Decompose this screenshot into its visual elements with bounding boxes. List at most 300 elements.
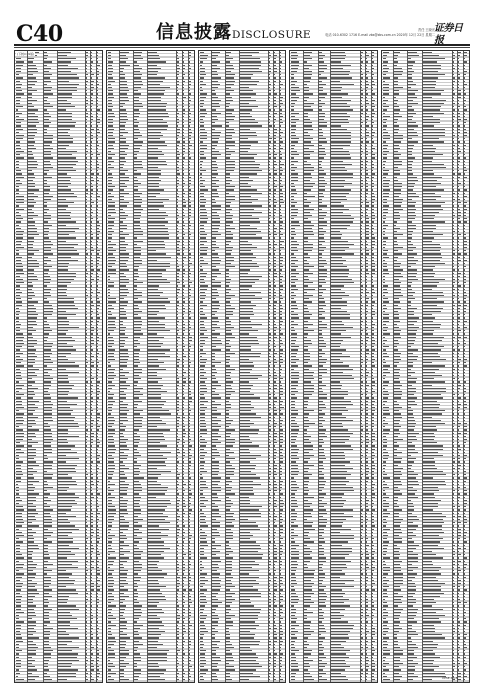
table-cell-text bbox=[97, 436, 98, 437]
table-cell-text bbox=[280, 84, 282, 85]
table-cell-text bbox=[134, 253, 141, 254]
table-cell-text bbox=[44, 145, 50, 146]
table-cell-text bbox=[120, 353, 128, 354]
table-cell-text bbox=[16, 577, 22, 578]
table-cell-text bbox=[91, 500, 93, 501]
table-cell-text bbox=[16, 308, 19, 309]
table-cell-text bbox=[148, 68, 161, 69]
table-cell-text bbox=[28, 676, 39, 677]
table-cell-text bbox=[58, 324, 69, 325]
table-cell-text bbox=[108, 525, 112, 526]
table-cell-text bbox=[44, 97, 49, 98]
table-cell-text bbox=[91, 145, 92, 146]
table-cell-text bbox=[28, 621, 36, 622]
table-cell-text bbox=[148, 189, 164, 190]
table-cell-text bbox=[97, 388, 100, 389]
table-cell-text bbox=[91, 119, 93, 120]
table-cell-text bbox=[148, 129, 167, 130]
table-cell-text bbox=[200, 58, 208, 59]
table-cell-text bbox=[177, 87, 178, 88]
table-cell-text bbox=[28, 628, 34, 629]
table-cell-text bbox=[226, 93, 231, 94]
table-cell-text bbox=[226, 141, 235, 142]
table-cell-text bbox=[91, 676, 93, 677]
table-cell-text bbox=[91, 228, 92, 229]
table-cell-text bbox=[177, 493, 179, 494]
table-cell-text bbox=[108, 372, 114, 373]
table-cell-text bbox=[134, 429, 139, 430]
table-cell-text bbox=[58, 532, 73, 533]
table-cell-text bbox=[120, 183, 125, 184]
table-cell-text bbox=[134, 388, 143, 389]
table-cell-text bbox=[16, 199, 24, 200]
table-cell-text bbox=[183, 109, 185, 110]
table-cell-text bbox=[28, 538, 33, 539]
table-cell-text bbox=[183, 493, 185, 494]
table-cell-text bbox=[189, 269, 190, 270]
table-cell-text bbox=[177, 407, 179, 408]
table-cell-text bbox=[134, 548, 139, 549]
table-cell-text bbox=[148, 676, 161, 677]
table-cell-text bbox=[177, 55, 178, 56]
table-cell-text bbox=[148, 634, 162, 635]
table-cell-text bbox=[148, 385, 163, 386]
table-cell-text bbox=[97, 353, 100, 354]
table-cell-text bbox=[86, 193, 88, 194]
table-cell-text bbox=[58, 529, 79, 530]
table-cell-text bbox=[58, 212, 71, 213]
table-cell-text bbox=[97, 276, 99, 277]
table-cell-text bbox=[177, 426, 178, 427]
table-cell-text bbox=[120, 125, 125, 126]
table-cell-text bbox=[97, 477, 98, 478]
table-cell-text bbox=[28, 87, 32, 88]
table-cell-text bbox=[177, 253, 179, 254]
table-cell-text bbox=[183, 343, 184, 344]
table-cell-text bbox=[148, 493, 165, 494]
table-cell-text bbox=[177, 561, 178, 562]
table-cell-text bbox=[28, 321, 36, 322]
table-cell-text bbox=[212, 87, 218, 88]
table-cell-text bbox=[177, 554, 178, 555]
table-cell-text bbox=[183, 548, 184, 549]
table-cell-text bbox=[183, 301, 185, 302]
table-cell-text bbox=[177, 269, 179, 270]
table-cell-text bbox=[86, 487, 87, 488]
table-cell-text bbox=[91, 257, 93, 258]
table-cell-text bbox=[177, 481, 178, 482]
table-cell-text bbox=[108, 199, 112, 200]
table-cell-text bbox=[28, 564, 37, 565]
table-cell-text bbox=[134, 173, 141, 174]
table-cell-text bbox=[120, 673, 124, 674]
table-cell-text bbox=[58, 621, 70, 622]
table-cell-text bbox=[91, 308, 92, 309]
table-cell-text bbox=[28, 314, 38, 315]
table-cell-text bbox=[108, 100, 112, 101]
table-cell-text bbox=[177, 356, 178, 357]
table-cell-text bbox=[86, 631, 87, 632]
table-cell-text bbox=[280, 97, 282, 98]
table-cell-text bbox=[44, 154, 52, 155]
table-cell-text bbox=[177, 471, 178, 472]
table-cell-text bbox=[44, 186, 51, 187]
table-cell-text bbox=[108, 554, 110, 555]
table-cell-text bbox=[108, 477, 112, 478]
table-cell-text bbox=[108, 237, 112, 238]
table-cell-text bbox=[108, 161, 114, 162]
table-cell-text bbox=[177, 215, 179, 216]
table-cell-text bbox=[189, 423, 190, 424]
table-cell-text bbox=[28, 202, 36, 203]
table-cell-text bbox=[44, 529, 48, 530]
table-cell-text bbox=[86, 276, 87, 277]
table-cell-text bbox=[58, 593, 78, 594]
table-cell-text bbox=[134, 401, 143, 402]
table-cell-text bbox=[183, 385, 186, 386]
table-cell-text bbox=[44, 477, 52, 478]
table-cell-text bbox=[148, 119, 163, 120]
table-cell-text bbox=[58, 167, 74, 168]
table-cell-text bbox=[16, 596, 22, 597]
table-cell-text bbox=[148, 247, 165, 248]
table-cell-text bbox=[58, 218, 71, 219]
table-cell-text bbox=[86, 506, 87, 507]
table-cell-text bbox=[86, 74, 88, 75]
table-cell-text bbox=[16, 257, 22, 258]
table-cell-text bbox=[177, 484, 178, 485]
table-cell-text bbox=[28, 490, 34, 491]
table-cell-text bbox=[120, 545, 129, 546]
table-cell-text bbox=[58, 359, 69, 360]
table-cell-text bbox=[16, 161, 19, 162]
table-cell-text bbox=[189, 212, 191, 213]
table-cell-text bbox=[86, 55, 88, 56]
table-cell-text bbox=[189, 292, 191, 293]
table-cell-text bbox=[16, 205, 19, 206]
table-cell-text bbox=[177, 577, 179, 578]
table-cell-text bbox=[108, 666, 115, 667]
table-cell-text bbox=[86, 525, 88, 526]
table-cell-text bbox=[183, 391, 185, 392]
table-cell-text bbox=[120, 100, 129, 101]
table-cell-text bbox=[97, 340, 99, 341]
table-cell-text bbox=[91, 241, 92, 242]
table-cell-text bbox=[91, 541, 92, 542]
table-cell-text bbox=[120, 612, 125, 613]
table-cell-text bbox=[120, 436, 124, 437]
table-cell-text bbox=[148, 394, 161, 395]
table-cell-text bbox=[108, 657, 115, 658]
table-cell-text bbox=[97, 199, 98, 200]
table-cell-text bbox=[97, 266, 98, 267]
table-cell-text bbox=[148, 589, 160, 590]
table-cell-text bbox=[97, 420, 99, 421]
table-cell-text bbox=[120, 637, 130, 638]
table-cell-text bbox=[58, 522, 70, 523]
table-cell-text bbox=[177, 375, 178, 376]
table-cell-text bbox=[91, 445, 92, 446]
table-cell-text bbox=[97, 289, 98, 290]
table-cell-text bbox=[58, 193, 74, 194]
table-cell-text bbox=[108, 186, 116, 187]
table-cell-text bbox=[16, 679, 24, 680]
table-cell-text bbox=[16, 285, 20, 286]
table-cell-text bbox=[91, 103, 93, 104]
table-cell-text bbox=[183, 417, 186, 418]
table-cell-text bbox=[177, 417, 179, 418]
table-cell-text bbox=[120, 154, 127, 155]
table-cell-text bbox=[16, 561, 19, 562]
table-cell-text bbox=[120, 266, 127, 267]
table-cell-text bbox=[183, 196, 184, 197]
table-cell-text bbox=[148, 541, 165, 542]
table-cell-text bbox=[280, 100, 281, 101]
table-cells bbox=[199, 51, 286, 682]
table-cell-text bbox=[183, 593, 184, 594]
table-cell-text bbox=[177, 129, 179, 130]
table-cell-text bbox=[44, 509, 54, 510]
table-cell-text bbox=[120, 93, 127, 94]
table-cell-text bbox=[183, 279, 184, 280]
table-cell-text bbox=[183, 666, 184, 667]
table-cell-text bbox=[16, 548, 20, 549]
table-cell-text bbox=[86, 65, 87, 66]
table-cell-text bbox=[177, 189, 178, 190]
table-cell-text bbox=[148, 596, 165, 597]
table-cell-text bbox=[134, 100, 140, 101]
table-cell-text bbox=[58, 279, 75, 280]
table-cell-text bbox=[134, 423, 142, 424]
table-cell-text bbox=[120, 279, 130, 280]
table-column-rule bbox=[133, 51, 134, 682]
table-cell-text bbox=[183, 583, 184, 584]
table-cell-text bbox=[183, 445, 184, 446]
table-cell-text bbox=[108, 468, 116, 469]
table-cell-text bbox=[97, 282, 98, 283]
table-cell-text bbox=[183, 173, 184, 174]
table-cell-text bbox=[108, 605, 116, 606]
table-cell-text bbox=[97, 509, 98, 510]
table-cell-text bbox=[274, 141, 275, 142]
table-cell-text bbox=[108, 234, 112, 235]
table-cell-text bbox=[58, 330, 68, 331]
table-cell-text bbox=[240, 113, 251, 114]
table-cell-text bbox=[189, 375, 190, 376]
table-cell-text bbox=[189, 199, 191, 200]
table-cell-text bbox=[28, 529, 32, 530]
table-cell-text bbox=[28, 468, 33, 469]
table-cell-text bbox=[274, 52, 275, 53]
table-cell-text bbox=[86, 503, 87, 504]
table-cell-text bbox=[91, 455, 92, 456]
table-cell-text bbox=[120, 305, 127, 306]
table-cell-text bbox=[189, 135, 191, 136]
table-cell-text bbox=[177, 52, 178, 53]
table-cell-text bbox=[86, 679, 88, 680]
table-cell-text bbox=[86, 420, 87, 421]
table-cell-text bbox=[58, 266, 68, 267]
table-cell-text bbox=[86, 247, 87, 248]
table-cell-text bbox=[120, 503, 127, 504]
table-cell-text bbox=[134, 161, 142, 162]
table-cell-text bbox=[16, 647, 19, 648]
table-cell-text bbox=[16, 109, 18, 110]
table-cell-text bbox=[86, 522, 87, 523]
table-cell-text bbox=[16, 385, 24, 386]
table-cell-text bbox=[86, 474, 88, 475]
table-cell-text bbox=[183, 305, 184, 306]
table-cell-text bbox=[28, 141, 34, 142]
table-cell-text bbox=[97, 180, 100, 181]
table-cell-text bbox=[134, 445, 138, 446]
table-cell-text bbox=[269, 77, 270, 78]
table-cell-text bbox=[148, 429, 171, 430]
table-cell-text bbox=[16, 554, 22, 555]
table-cell-text bbox=[183, 615, 184, 616]
table-cell-text bbox=[189, 317, 191, 318]
table-cell-text bbox=[108, 522, 112, 523]
table-cell-text bbox=[134, 71, 140, 72]
table-cell-text bbox=[177, 516, 179, 517]
table-cell-text bbox=[148, 359, 159, 360]
table-cell-text bbox=[28, 196, 38, 197]
table-cell-text bbox=[177, 509, 179, 510]
table-cell-text bbox=[120, 116, 127, 117]
table-cell-text bbox=[58, 570, 66, 571]
table-cell-text bbox=[97, 122, 100, 123]
table-cell-text bbox=[97, 429, 99, 430]
table-cell-text bbox=[16, 202, 24, 203]
table-cell-text bbox=[97, 410, 98, 411]
table-cell-text bbox=[28, 330, 36, 331]
table-cell-text bbox=[177, 58, 179, 59]
table-cell-text bbox=[91, 346, 92, 347]
table-cell-text bbox=[148, 580, 158, 581]
table-cell-text bbox=[97, 625, 98, 626]
table-cell-text bbox=[134, 551, 144, 552]
table-cell-text bbox=[58, 637, 79, 638]
table-cell-text bbox=[120, 465, 125, 466]
table-cell-text bbox=[44, 295, 51, 296]
table-cell-text bbox=[189, 113, 192, 114]
table-cell-text bbox=[134, 519, 143, 520]
table-cell-text bbox=[189, 141, 190, 142]
table-cell-text bbox=[120, 55, 127, 56]
table-cell-text bbox=[183, 362, 184, 363]
table-cell-text bbox=[183, 282, 184, 283]
table-cell-text bbox=[177, 372, 178, 373]
table-cell-text bbox=[108, 74, 113, 75]
table-cell-text bbox=[58, 433, 69, 434]
table-cell-text bbox=[189, 250, 190, 251]
table-cell-text bbox=[183, 193, 185, 194]
table-cell-text bbox=[58, 509, 72, 510]
table-cell-text bbox=[97, 417, 100, 418]
table-cell-text bbox=[91, 577, 92, 578]
table-cell-text bbox=[189, 154, 190, 155]
table-cell-text bbox=[28, 81, 37, 82]
table-cell-text bbox=[28, 301, 38, 302]
table-cell-text bbox=[148, 346, 162, 347]
table-cell-text bbox=[16, 442, 20, 443]
table-cell-text bbox=[58, 564, 72, 565]
table-cells bbox=[107, 51, 194, 682]
table-cell-text bbox=[44, 340, 47, 341]
table-cell-text bbox=[240, 77, 251, 78]
table-cell-text bbox=[44, 161, 51, 162]
header-rule bbox=[14, 44, 470, 46]
table-cell-text bbox=[16, 333, 23, 334]
table-cell-text bbox=[200, 71, 205, 72]
table-cell-text bbox=[16, 541, 23, 542]
table-cell-text bbox=[91, 61, 93, 62]
table-cell-text bbox=[86, 599, 88, 600]
table-cell-text bbox=[148, 327, 165, 328]
table-cell-text bbox=[269, 84, 271, 85]
table-cell-text bbox=[148, 65, 157, 66]
table-cell-text bbox=[97, 644, 98, 645]
table-cell-text bbox=[269, 109, 271, 110]
table-cell-text bbox=[108, 641, 116, 642]
table-cell-text bbox=[28, 605, 36, 606]
table-cell-text bbox=[108, 484, 116, 485]
table-cell-text bbox=[44, 391, 48, 392]
table-cell-text bbox=[58, 292, 66, 293]
table-cell-text bbox=[120, 340, 125, 341]
table-cell-text bbox=[16, 519, 23, 520]
table-cell-text bbox=[97, 273, 98, 274]
table-cell-text bbox=[44, 87, 52, 88]
table-cell-text bbox=[44, 308, 53, 309]
table-cell-text bbox=[44, 125, 49, 126]
table-cell-text bbox=[148, 177, 160, 178]
table-cell-text bbox=[58, 660, 79, 661]
table-cell-text bbox=[148, 669, 167, 670]
table-cell-text bbox=[183, 164, 185, 165]
table-cell-text bbox=[134, 503, 139, 504]
table-cell-text bbox=[28, 68, 36, 69]
table-cell-text bbox=[120, 308, 124, 309]
table-cell-text bbox=[28, 417, 38, 418]
table-cell-text bbox=[44, 221, 48, 222]
table-cell-text bbox=[97, 263, 99, 264]
table-cell-text bbox=[108, 618, 116, 619]
table-cell-text bbox=[91, 602, 93, 603]
table-cell-text bbox=[177, 247, 178, 248]
table-cell-text bbox=[269, 52, 270, 53]
table-cell-text bbox=[274, 84, 275, 85]
table-cell-text bbox=[91, 330, 94, 331]
table-cell-text bbox=[16, 244, 21, 245]
table-cell-text bbox=[44, 663, 48, 664]
table-cell-text bbox=[97, 324, 98, 325]
table-cell-text bbox=[177, 324, 178, 325]
table-cell-text bbox=[134, 65, 139, 66]
table-cell-text bbox=[183, 205, 186, 206]
table-cell-text bbox=[189, 103, 190, 104]
table-cell-text bbox=[58, 465, 78, 466]
table-cell-text bbox=[183, 564, 185, 565]
table-cell-text bbox=[97, 570, 100, 571]
table-cell-text bbox=[91, 666, 94, 667]
table-cell-text bbox=[189, 129, 192, 130]
table-cell-text bbox=[58, 289, 68, 290]
table-cell-text bbox=[97, 202, 98, 203]
table-cell-text bbox=[148, 433, 163, 434]
table-cell-text bbox=[148, 442, 160, 443]
table-cell-text bbox=[91, 199, 92, 200]
